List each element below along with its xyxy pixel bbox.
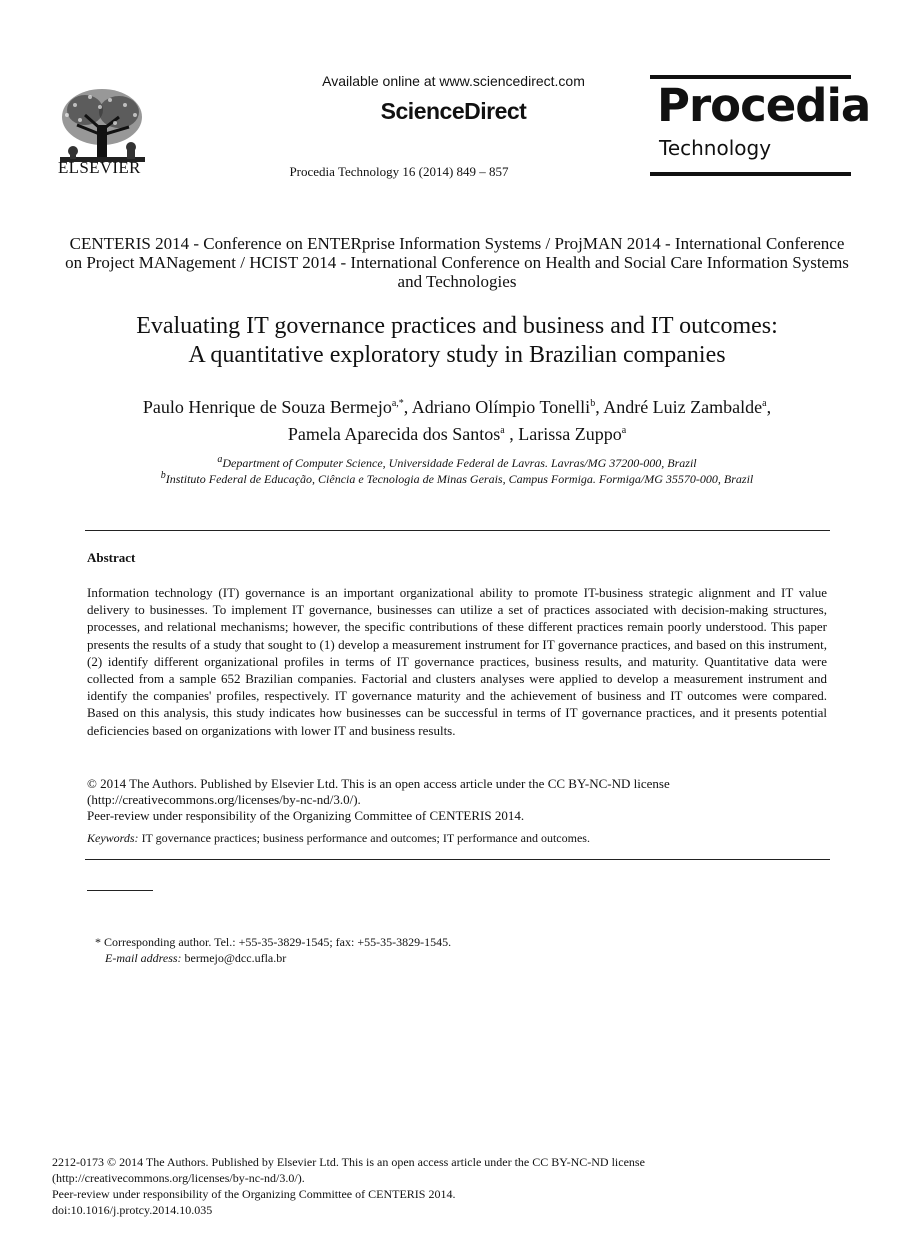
authors-line-1 [40,392,874,419]
author-affiliation-marker: a [762,398,767,409]
author-affiliation-marker: a [500,425,505,436]
paper-title [60,312,854,370]
author-name: Pamela Aparecida dos Santos [287,424,501,444]
abstract-body: Information technology (IT) governance is an important organizational ability to promote IT-business strategic alignment and IT value delivery to businesses. To implement IT governance, businesses can utilize a set of practices associated with decision-making structures, processes, and relational mechanisms; however, the specific contributions of these different practices remain poorly understood. This paper presents the results of a study that sought to (1) develop a measurement instrument for IT governance practices, and based on this instrument, (2) identify different organizational profiles in terms of IT governance practices, business results, and maturity. Quantitative data were collected from a sample 652 Brazilian companies. Factorial and clusters analyses were applied to develop a measurement instrument and identify the companies' profiles, respectively. IT governance maturity and the achievement of business and IT outcomes were compared. Based on this analysis, this study indicates how businesses can be successful in terms of IT governance practices, and it presents potential deficiencies based on organizations with lower IT and business results. [87,585,827,738]
abstract-heading: Abstract [87,550,136,565]
footer-peer-review: Peer-review under responsibility of the Organizing Committee of CENTERIS 2014. [52,1187,456,1201]
email-label: E-mail address: [105,951,182,965]
email-line [95,950,451,966]
title-line-1: Evaluating IT governance practices and business and IT outcomes: [136,313,778,339]
license-line: © 2014 The Authors. Published by Elsevier Ltd. This is an open access article under the CC BY-NC-ND license [87,776,670,791]
title-line-2: A quantitative exploratory study in Brazilian companies [188,342,726,368]
authors-line-2 [40,419,874,446]
affiliation-text: Department of Computer Science, Universidade Federal de Lavras. Lavras/MG 37200-000, Brazil [222,456,697,470]
sciencedirect-logo: ScienceDirect [380,98,527,124]
corresponding-author-footnote [95,934,451,966]
keywords-text: IT governance practices; business performance and outcomes; IT performance and outcomes. [138,831,590,845]
affiliation-marker: a [217,454,223,465]
author-name: Paulo Henrique de Souza Bermejo [142,397,392,417]
license-link[interactable]: (http://creativecommons.org/licenses/by-nc-nd/3.0/). [87,792,361,807]
footer-doi[interactable]: doi:10.1016/j.protcy.2014.10.035 [52,1203,213,1217]
license-statement [87,776,827,824]
conference-name: CENTERIS 2014 - Conference on ENTERprise Information Systems / ProjMAN 2014 - International Conference on Project MANagement / HCIST 2014 - International Conference on Health and Social Care Information Systems and Technologies [65,234,849,291]
author-affiliation-marker: b [590,398,596,409]
affiliation-marker: b [160,470,166,481]
keywords-label: Keywords: [87,831,139,845]
journal-logo-subtitle: Technology [659,136,772,160]
email-address[interactable]: bermejo@dcc.ufla.br [181,951,287,965]
corresponding-author: * Corresponding author. Tel.: +55-35-3829-1545; fax: +55-35-3829-1545. [95,935,452,949]
author-name: , Larissa Zuppo [504,424,622,444]
divider-bottom [85,859,830,860]
affiliation-text: Instituto Federal de Educação, Ciência e Tecnologia de Minas Gerais, Campus Formiga. Formiga/MG 35570-000, Brazil [165,472,754,486]
divider-top [85,530,830,531]
affiliation-b [40,470,874,487]
journal-logo-name: Procedia [657,79,871,132]
author-affiliation-marker: a [621,425,627,436]
footer-issn-license: 2212-0173 © 2014 The Authors. Published by Elsevier Ltd. This is an open access article under the CC BY-NC-ND license [52,1155,645,1169]
author-list [40,392,874,446]
footer-license-link[interactable]: (http://creativecommons.org/licenses/by-nc-nd/3.0/). [52,1171,305,1185]
available-online-text: Available online at www.sciencedirect.com [322,73,585,89]
journal-reference: Procedia Technology 16 (2014) 849 – 857 [289,164,509,179]
author-name: , André Luiz Zambalde [595,397,763,417]
author-name: , Adriano Olímpio Tonelli [403,397,591,417]
author-separator: , [766,397,772,417]
footnote-rule [87,890,153,891]
affiliation-a [40,454,874,471]
page-footer [52,1154,872,1218]
peer-review-line: Peer-review under responsibility of the Organizing Committee of CENTERIS 2014. [87,808,525,823]
keywords [87,831,827,846]
author-affiliation-marker: a,* [391,398,404,409]
publisher-wordmark: ELSEVIER [58,158,141,177]
